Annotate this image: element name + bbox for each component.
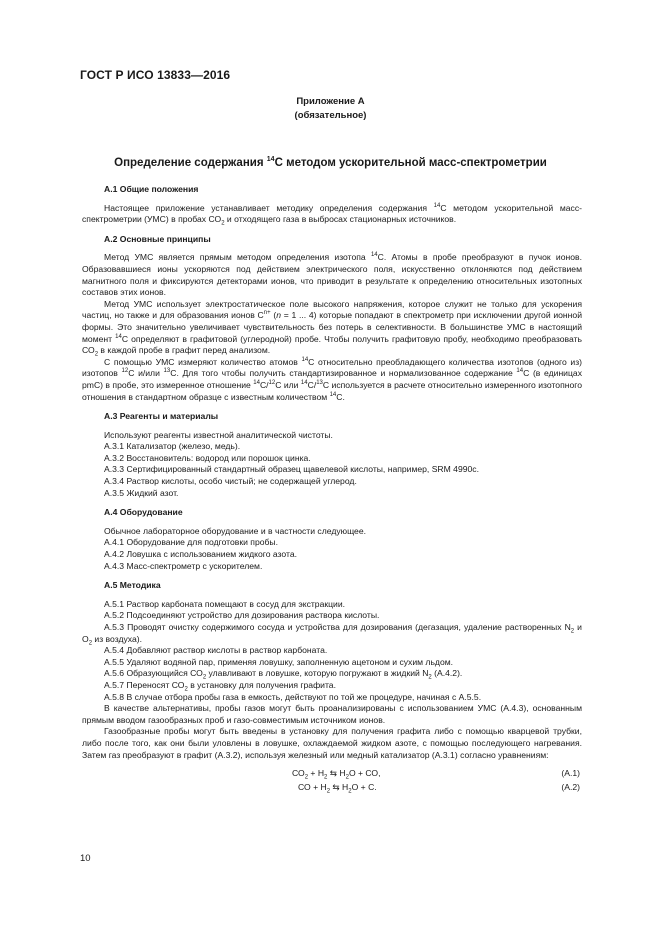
paragraph-a1: Настоящее приложение устанавливает методику определения содержания $^{14}$С методом ускорительной масс-спектрометрии (УМС) в пробах $СО_2$ и отходящего газа в выбросах стационарных источников. <box>82 202 582 227</box>
list-item: А.3.2 Восстановитель: водород или порошок цинка. <box>104 452 311 463</box>
paragraph-a4-intro: Обычное лабораторное оборудование и в частности следующее. <box>104 525 366 536</box>
section-heading-a5: А.5 Методика <box>104 580 161 591</box>
list-item: А.5.1 Раствор карбоната помещают в сосуд для экстракции. <box>104 598 346 609</box>
paragraph-a5-1: В качестве альтернативы, пробы газов могут быть проанализированы с использованием УМС (А.4.3), основанным прямым вводом газообразных проб и газо-совместимым источником ионов. <box>82 703 582 725</box>
list-item: А.5.2 Подсоединяют устройство для дозирования раствора кислоты. <box>104 610 380 621</box>
list-item: А.5.7 Переносят $СО_2$ в установку для получения графита. <box>104 679 336 693</box>
equation-number: (А.2) <box>561 782 580 793</box>
annex-title: Определение содержания $^{14}$С методом ускорительной масс-спектрометрии <box>114 156 547 169</box>
list-item: А.3.1 Катализатор (железо, медь). <box>104 441 241 452</box>
document-body <box>82 184 582 796</box>
equation-body: $СО_2 + H_2$ ⇆ $H_2O$ + СО, <box>292 768 381 781</box>
section-heading-a1: А.1 Общие положения <box>104 184 199 194</box>
list-item: А.5.6 Образующийся $СО_2$ улавливают в ловушке, которую погружают в жидкий $N_2$ (А.4.2). <box>104 668 463 682</box>
equation-a2 <box>82 782 582 796</box>
paragraph-a2-2: Метод УМС использует электростатическое поле высокого напряжения, которое служит не только для ускорения частиц, но также и для образования ионов $С^{n+}$ (n = 1 ... 4) которые попадают в спектрометр при исключении другой ионной формы. Это значительно увеличивает чувствительность без потерь в селективности. В большинстве УМС в настоящий момент $^{14}$С определяют в графитовой (углеродной) пробе. Чтобы получить графитовую пробу, необходимо преобразовать $СО_2$ в каждой пробе в графит перед анализом. <box>82 298 582 358</box>
list-item: А.4.2 Ловушка с использованием жидкого азота. <box>104 549 298 560</box>
list-item: А.5.4 Добавляют раствор кислоты в раствор карбоната. <box>104 645 328 656</box>
annex-label: Приложение А <box>296 96 365 107</box>
paragraph-a3-intro: Используют реагенты известной аналитической чистоты. <box>104 429 333 440</box>
list-item: А.3.4 Раствор кислоты, особо чистый; не содержащей углерод. <box>104 476 357 487</box>
list-item: А.3.5 Жидкий азот. <box>104 487 179 498</box>
list-item: А.3.3 Сертифицированный стандартный образец щавелевой кислоты, например, SRM 4990c. <box>104 464 479 475</box>
document-header: ГОСТ Р ИСО 13833—2016 <box>80 68 231 82</box>
annex-status: (обязательное) <box>294 110 367 121</box>
equation-number: (А.1) <box>561 768 580 779</box>
list-item: А.5.8 В случае отбора пробы газа в емкость, действуют по той же процедуре, начиная с А.5.5. <box>104 691 482 702</box>
paragraph-a5-2: Газообразные пробы могут быть введены в установку для получения графита либо с помощью кварцевой трубки, либо после того, как они были уловлены в ловушке, охлаждаемой жидком азоте, с помощью последующего нагревания. Затем газ преобразуют в графит (А.3.2), используя железный или медный катализатор (А.3.1) согласно уравнениям: <box>82 726 582 760</box>
list-item: А.4.3 Масс-спектрометр с ускорителем. <box>104 560 263 571</box>
paragraph-a2-1: Метод УМС является прямым методом определения изотопа $^{14}$С. Атомы в пробе преобразуют в пучок ионов. Образовавшиеся ионы ускоряются под действием электрического поля, искусственно отклоняются под действием магнитного поля и фиксируются детекторами ионов, что приводит в результате к определению относительных изотопных составов этих ионов. <box>82 252 582 298</box>
list-item: А.5.3 Проводят очистку содержимого сосуда и устройства для дозирования (дегазация, удаление растворенных $N_2$ и $O_2$ из воздуха). <box>82 622 582 647</box>
equation-a1 <box>82 768 582 782</box>
list-item: А.4.1 Оборудование для подготовки пробы. <box>104 537 278 548</box>
section-heading-a3: А.3 Реагенты и материалы <box>104 411 219 422</box>
section-heading-a4: А.4 Оборудование <box>104 507 183 518</box>
list-item: А.5.5 Удаляют водяной пар, применяя ловушку, заполненную ацетоном и сухим льдом. <box>104 656 454 667</box>
section-heading-a2: А.2 Основные принципы <box>104 233 211 244</box>
page-number: 10 <box>80 853 91 864</box>
equation-body: СО + $H_2$ ⇆ $H_2O + С$. <box>298 782 377 795</box>
paragraph-a2-3: С помощью УМС измеряют количество атомов $^{14}$С относительно преобладающего количества изотопов (одного из) изотопов $^{12}$С и/или $^{13}$С. Для того чтобы получить стандартизированное и нормализованное содержание $^{14}$С (в единицах pmC) в пробе, это измеренное отношение $^{14}$С/$^{12}$С или $^{14}$С/$^{13}$С используется в расчете относительно измеренного изотопного отношения в стандартном образце с известным количеством $^{14}$С. <box>82 356 582 402</box>
